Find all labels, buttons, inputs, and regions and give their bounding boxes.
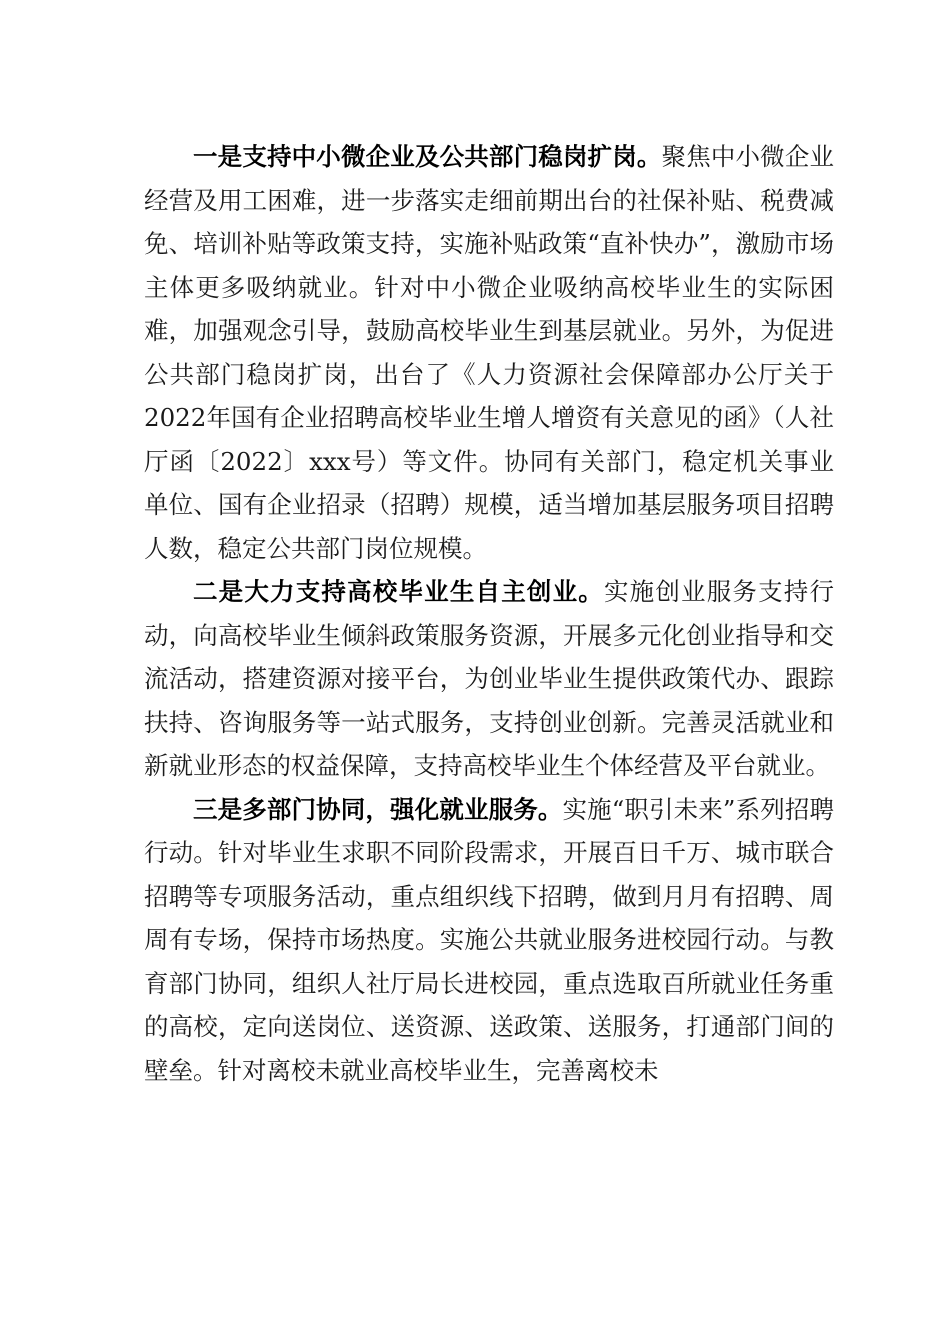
paragraph-3: [144, 788, 834, 1093]
paragraph-1-text: 聚焦中小微企业经营及用工困难，进一步落实走细前期出台的社保补贴、税费减免、培训补贴等政策支持，实施补贴政策“直补快办”，激励市场主体更多吸纳就业。针对中小微企业吸纳高校毕业生的实际困难，加强观念引导，鼓励高校毕业生到基层就业。另外，为促进公共部门稳岗扩岗，出台了《人力资源社会保障部办公厅关于2022年国有企业招聘高校毕业生增人增资有关意见的函》（人社厅函〔2022〕xxx号）等文件。协同有关部门，稳定机关事业单位、国有企业招录（招聘）规模，适当增加基层服务项目招聘人数，稳定公共部门岗位规模。: [144, 142, 835, 563]
paragraph-2-text: 实施创业服务支持行动，向高校毕业生倾斜政策服务资源，开展多元化创业指导和交流活动，搭建资源对接平台，为创业毕业生提供政策代办、跟踪扶持、咨询服务等一站式服务，支持创业创新。完善灵活就业和新就业形态的权益保障，支持高校毕业生个体经营及平台就业。: [144, 577, 834, 780]
paragraph-1-lead: 一是支持中小微企业及公共部门稳岗扩岗。: [193, 142, 662, 171]
paragraph-3-text: 实施“职引未来”系列招聘行动。针对毕业生求职不同阶段需求，开展百日千万、城市联合招聘等专项服务活动，重点组织线下招聘，做到月月有招聘、周周有专场，保持市场热度。实施公共就业服务进校园行动。与教育部门协同，组织人社厅局长进校园，重点选取百所就业任务重的高校，定向送岗位、送资源、送政策、送服务，打通部门间的壁垒。针对离校未就业高校毕业生，完善离校未: [144, 794, 834, 1085]
paragraph-2-lead: 二是大力支持高校毕业生自主创业。: [193, 577, 604, 606]
paragraph-3-lead: 三是多部门协同，强化就业服务。: [193, 794, 563, 824]
document-body: [144, 135, 834, 1092]
paragraph-1: [144, 135, 834, 570]
paragraph-2: [144, 570, 834, 788]
